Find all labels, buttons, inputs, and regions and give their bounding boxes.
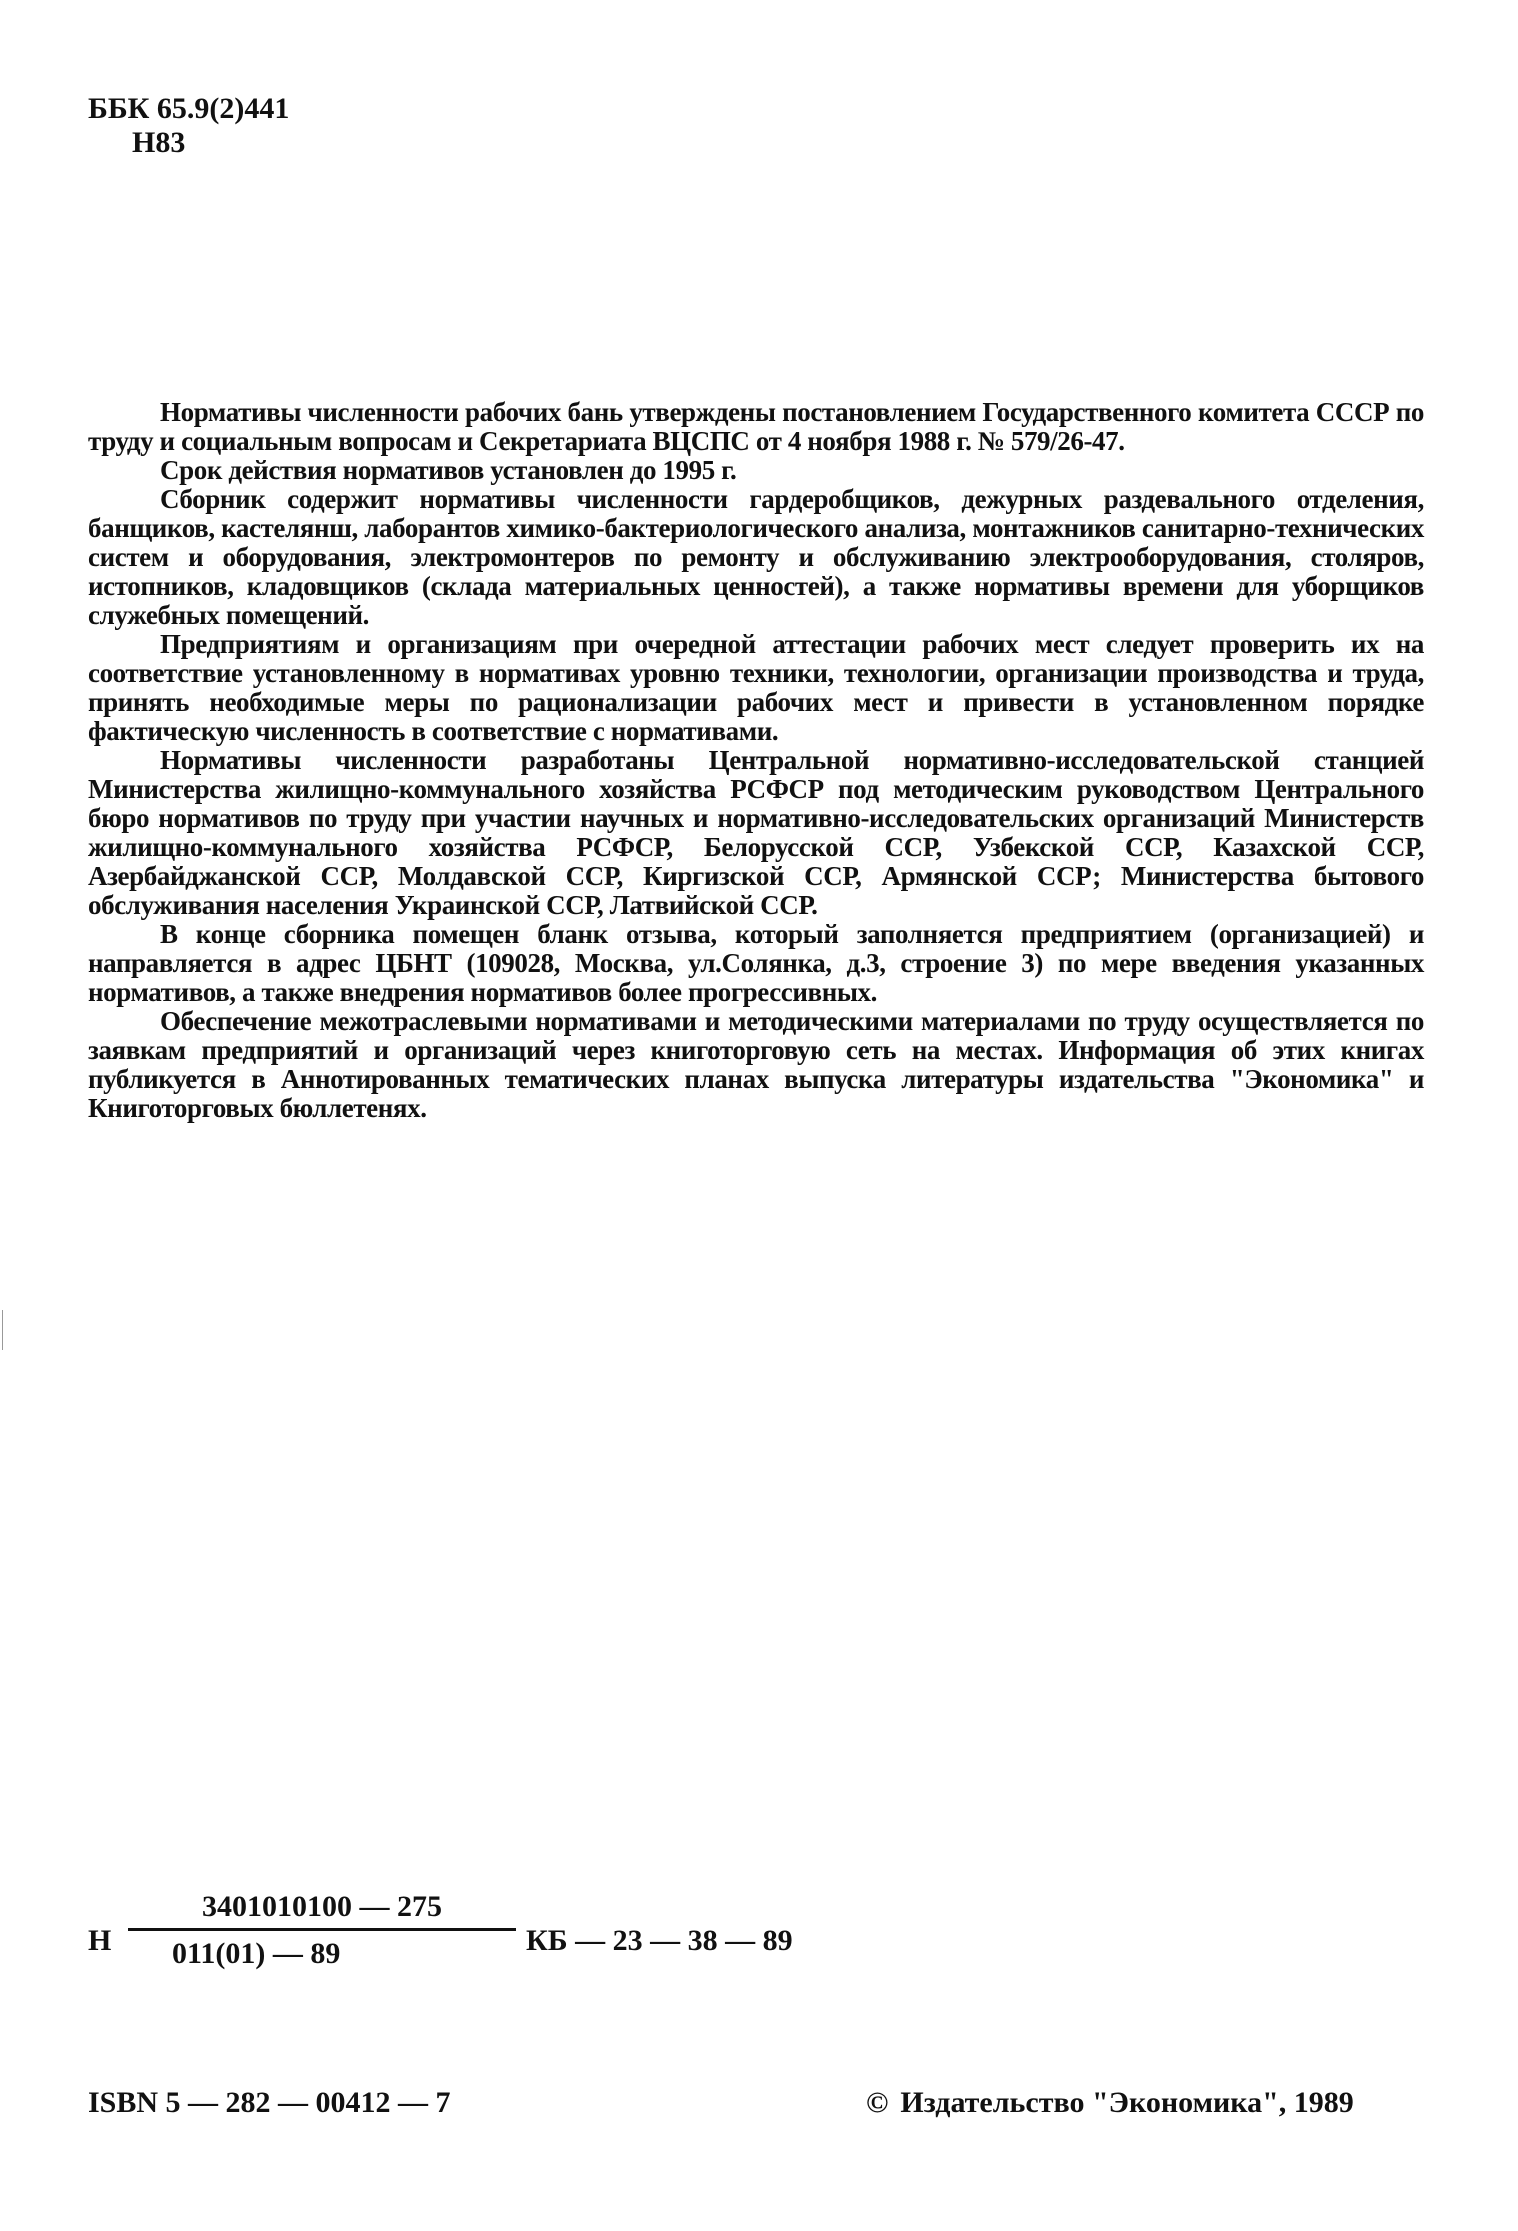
paragraph-contents: Сборник содержит нормативы численности гардеробщиков, дежурных раздевального отделения, банщиков, кастелянш, лаборантов химико-бактериологического анализа, монтажников санитарно-технических систем и оборудования, электромонтеров по ремонту и обслуживанию электрооборудования, столяров, истопников, кладовщиков (склада материальных ценностей), а также нормативы времени для уборщиков служебных помещений. [88,484,1424,630]
imprint-fraction [128,1888,516,1973]
imprint-kb-code: КБ — 23 — 38 — 89 [526,1924,793,1957]
copyright-text: Издательство "Экономика", 1989 [900,2086,1354,2119]
copyright-line [866,2086,1354,2120]
imprint-denominator: 011(01) — 89 [172,1937,341,1970]
classification-block [88,92,289,160]
imprint-letter: Н [88,1924,112,1957]
paragraph-developers: Нормативы численности разработаны Центральной нормативно-исследовательской станцией Министерства жилищно-коммунального хозяйства РСФСР под методическим руководством Центрального бюро нормативов по труду при участии научных и нормативно-исследовательских организаций Министерств жилищно-коммунального хозяйства РСФСР, Белорусской ССР, Узбекской ССР, Казахской ССР, Азербайджанской ССР, Молдавской ССР, Киргизской ССР, Армянской ССР; Министерства бытового обслуживания населения Украинской ССР, Латвийской ССР. [88,745,1424,920]
paragraph-distribution: Обеспечение межотраслевыми нормативами и методическими материалами по труду осуществляется по заявкам предприятий и организаций через книготорговую сеть на местах. Информация об этих книгах публикуется в Аннотированных тематических планах выпуска литературы издательства "Экономика" и Книготорговых бюллетенях. [88,1006,1424,1123]
author-sign: Н83 [132,126,186,159]
isbn: ISBN 5 — 282 — 00412 — 7 [88,2086,451,2119]
fraction-bar [128,1928,516,1931]
bbk-code: ББК 65.9(2)441 [88,92,290,125]
paragraph-validity: Срок действия нормативов установлен до 1995 г. [160,455,737,485]
copyright-icon: © [866,2086,889,2119]
paragraph-attestation: Предприятиям и организациям при очередной аттестации рабочих мест следует проверить их на соответствие установленному в нормативах уровню техники, технологии, организации производства и труда, принять необходимые меры по рационализации рабочих мест и привести в установленном порядке фактическую численность в соответствие с нормативами. [88,629,1424,746]
scan-edge-mark [2,1310,3,1350]
paragraph-feedback: В конце сборника помещен бланк отзыва, который заполняется предприятием (организацией) и направляется в адрес ЦБНТ (109028, Москва, ул.Солянка, д.3, строение 3) по мере введения указанных нормативов, а также внедрения нормативов более прогрессивных. [88,919,1424,1007]
annotation-text [88,398,1424,1123]
imprint-numerator: 3401010100 — 275 [202,1890,442,1923]
paragraph-approval: Нормативы численности рабочих бань утверждены постановлением Государственного комитета СССР по труду и социальным вопросам и Секретариата ВЦСПС от 4 ноября 1988 г. № 579/26-47. [88,397,1424,456]
